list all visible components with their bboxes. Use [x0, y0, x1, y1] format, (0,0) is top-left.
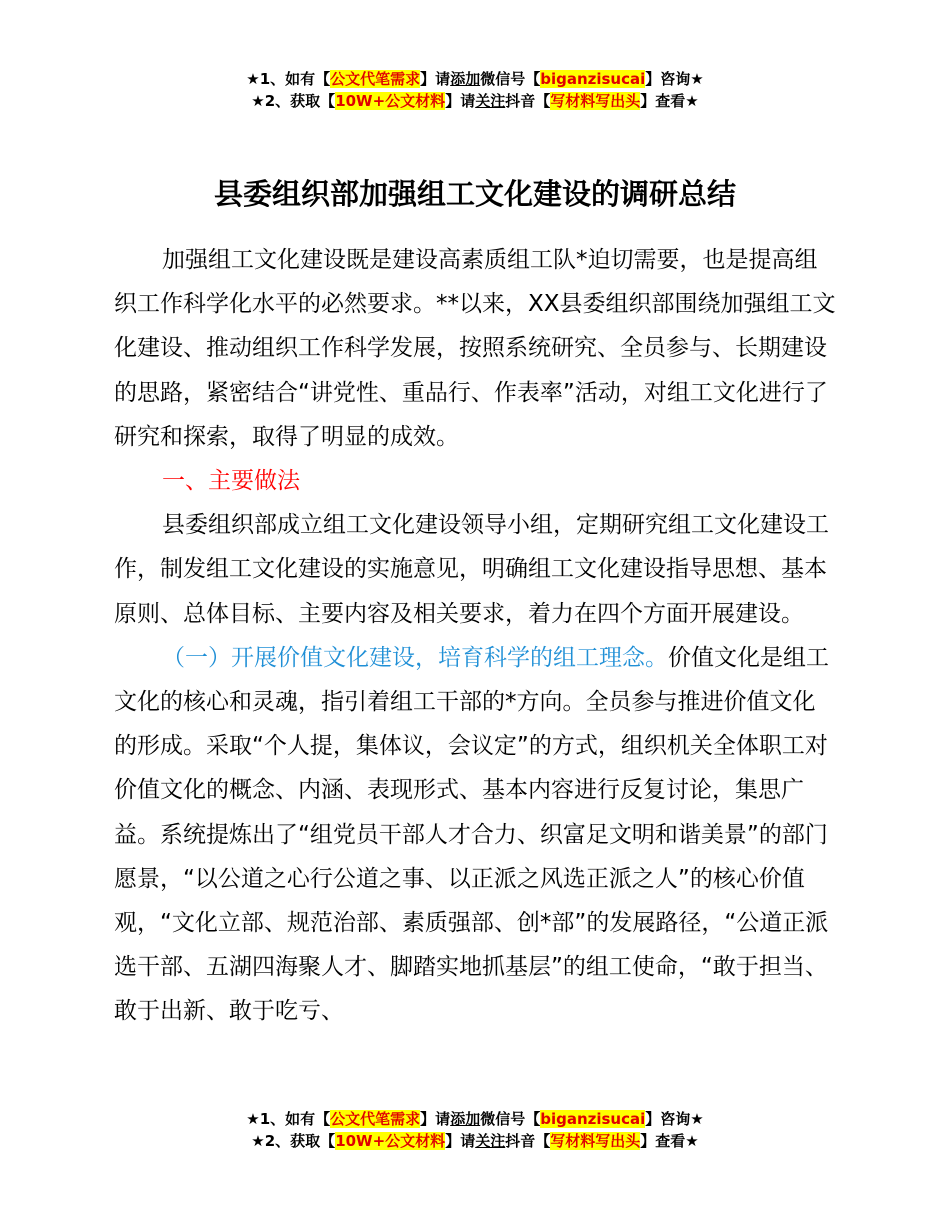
highlight-douyin: 写材料写出头	[550, 92, 641, 110]
document-title: 县委组织部加强组工文化建设的调研总结	[213, 177, 736, 211]
banner-text: 】请	[420, 1110, 451, 1128]
underline-text: 关注	[475, 92, 506, 110]
subsection-heading: （一）开展价值文化建设，培育科学的组工理念。	[162, 644, 668, 671]
highlight-materials: 10W+公文材料	[335, 1132, 446, 1150]
underline-text: 添加	[450, 70, 481, 88]
banner-text: 】查看★	[640, 92, 699, 110]
highlight-service: 公文代笔需求	[330, 1110, 421, 1128]
banner-text: ★1、如有【	[246, 1110, 331, 1128]
banner-text: ★1、如有【	[246, 70, 331, 88]
banner-text: 抖音【	[505, 1132, 551, 1150]
banner-line-2	[0, 1130, 950, 1152]
banner-line-1	[0, 1108, 950, 1130]
section-heading: 一、主要做法	[162, 468, 300, 495]
banner-text: 抖音【	[505, 92, 551, 110]
header-banner	[0, 68, 950, 112]
banner-text: 】咨询★	[645, 1110, 704, 1128]
banner-text: 】请	[445, 92, 476, 110]
highlight-materials: 10W+公文材料	[335, 92, 446, 110]
paragraph-text: 价值文化是组工文化的核心和灵魂，指引着组工干部的*方向。全员参与推进价值文化的形成。采取“个人提，集体议，会议定”的方式，组织机关全体职工对价值文化的概念、内涵、表现形式、基本内容进行反复讨论，集思广益。系统提炼出了“组党员干部人才合力、织富足文明和谐美景”的部门愿景，“以公道之心行公道之事、以正派之风选正派之人”的核心价值观，“文化立部、规范治部、素质强部、创*部”的发展路径，“公道正派选干部、五湖四海聚人才、脚踏实地抓基层”的组工使命，“敢于担当、敢于出新、敢于吃亏、	[114, 644, 829, 1025]
underline-text: 关注	[475, 1132, 506, 1150]
highlight-douyin: 写材料写出头	[550, 1132, 641, 1150]
footer-banner	[0, 1108, 950, 1152]
intro-paragraph: 加强组工文化建设既是建设高素质组工队*迫切需要，也是提高组织工作科学化水平的必然要求。**以来，XX县委组织部围绕加强组工文化建设、推动组织工作科学发展，按照系统研究、全员参与、长期建设的思路，紧密结合“讲党性、重品行、作表率”活动，对组工文化进行了研究和探索，取得了明显的成效。	[114, 247, 836, 450]
banner-text: 】请	[420, 70, 451, 88]
banner-line-1	[0, 68, 950, 90]
banner-text: 微信号【	[480, 70, 541, 88]
banner-line-2	[0, 90, 950, 112]
banner-text: 】请	[445, 1132, 476, 1150]
banner-text: ★2、获取【	[251, 92, 336, 110]
document-body	[114, 238, 838, 1034]
highlight-wechat-id: biganzisucai	[540, 1110, 646, 1128]
banner-text: 】咨询★	[645, 70, 704, 88]
body-paragraph: 县委组织部成立组工文化建设领导小组，定期研究组工文化建设工作，制发组工文化建设的实施意见，明确组工文化建设指导思想、基本原则、总体目标、主要内容及相关要求，着力在四个方面开展建设。	[114, 512, 829, 627]
banner-text: 微信号【	[480, 1110, 541, 1128]
highlight-service: 公文代笔需求	[330, 70, 421, 88]
highlight-wechat-id: biganzisucai	[540, 70, 646, 88]
body-paragraph	[114, 636, 838, 1034]
banner-text: ★2、获取【	[251, 1132, 336, 1150]
underline-text: 添加	[450, 1110, 481, 1128]
banner-text: 】查看★	[640, 1132, 699, 1150]
